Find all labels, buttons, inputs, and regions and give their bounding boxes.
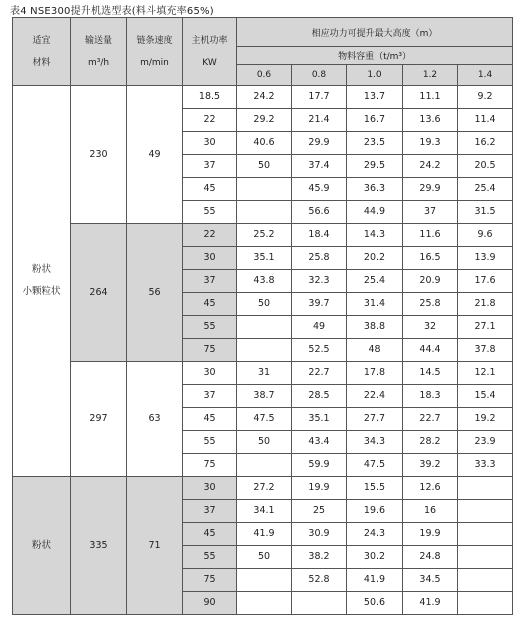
material-cell-1 (13, 86, 71, 477)
power-cell: 75 (183, 454, 237, 477)
power-cell: 18.5 (183, 86, 237, 109)
height-cell: 21.4 (292, 109, 347, 132)
height-cell: 19.9 (403, 523, 458, 546)
height-cell: 38.7 (237, 385, 292, 408)
height-cell: 34.1 (237, 500, 292, 523)
height-cell: 31 (237, 362, 292, 385)
height-cell: 41.9 (347, 569, 403, 592)
height-cell: 36.3 (347, 178, 403, 201)
height-cell: 47.5 (237, 408, 292, 431)
height-cell: 24.2 (403, 155, 458, 178)
height-cell: 52.5 (292, 339, 347, 362)
header-speed-label: 链条速度 (136, 35, 173, 46)
height-cell: 50 (237, 293, 292, 316)
height-cell: 25.4 (347, 270, 403, 293)
header-material-line1: 适宜 (32, 35, 51, 46)
height-cell: 25.8 (292, 247, 347, 270)
power-cell: 30 (183, 132, 237, 155)
speed-cell: 56 (127, 224, 183, 362)
height-cell: 37 (403, 201, 458, 224)
height-cell: 19.2 (458, 408, 513, 431)
table-row (13, 477, 513, 500)
height-cell: 15.4 (458, 385, 513, 408)
height-cell: 49 (292, 316, 347, 339)
height-cell (458, 546, 513, 569)
power-cell: 45 (183, 523, 237, 546)
power-cell: 45 (183, 408, 237, 431)
header-power-label: 主机功率 (191, 35, 228, 46)
height-cell: 48 (347, 339, 403, 362)
height-cell: 11.4 (458, 109, 513, 132)
header-density: 物料容重（t/m³） (237, 47, 513, 65)
height-cell: 20.9 (403, 270, 458, 293)
throughput-cell: 297 (71, 362, 127, 477)
height-cell: 31.5 (458, 201, 513, 224)
height-cell: 37.4 (292, 155, 347, 178)
power-cell: 37 (183, 270, 237, 293)
height-cell: 27.7 (347, 408, 403, 431)
height-cell: 45.9 (292, 178, 347, 201)
height-cell: 33.3 (458, 454, 513, 477)
height-cell: 34.5 (403, 569, 458, 592)
height-cell: 28.5 (292, 385, 347, 408)
height-cell: 22.4 (347, 385, 403, 408)
height-cell: 24.3 (347, 523, 403, 546)
height-cell: 25.8 (403, 293, 458, 316)
throughput-cell: 335 (71, 477, 127, 615)
height-cell: 28.2 (403, 431, 458, 454)
header-speed-unit: m/min (140, 57, 169, 68)
height-cell: 22.7 (403, 408, 458, 431)
height-cell: 43.8 (237, 270, 292, 293)
power-cell: 55 (183, 546, 237, 569)
height-cell: 50 (237, 546, 292, 569)
height-cell: 30.9 (292, 523, 347, 546)
height-cell: 44.4 (403, 339, 458, 362)
height-cell: 50.6 (347, 592, 403, 615)
height-cell (237, 569, 292, 592)
height-cell: 41.9 (237, 523, 292, 546)
density-value: 1.0 (347, 65, 403, 86)
density-value: 0.8 (292, 65, 347, 86)
height-cell: 17.6 (458, 270, 513, 293)
height-cell (458, 500, 513, 523)
height-cell: 23.5 (347, 132, 403, 155)
power-cell: 30 (183, 247, 237, 270)
height-cell: 29.2 (237, 109, 292, 132)
height-cell: 12.6 (403, 477, 458, 500)
height-cell: 16.5 (403, 247, 458, 270)
power-cell: 37 (183, 155, 237, 178)
throughput-cell: 230 (71, 86, 127, 224)
header-speed (127, 18, 183, 86)
power-cell: 55 (183, 316, 237, 339)
table-caption: 表4 NSE300提升机选型表(料斗填充率65%) (10, 6, 214, 17)
height-cell: 19.6 (347, 500, 403, 523)
header-throughput (71, 18, 127, 86)
height-cell: 21.8 (458, 293, 513, 316)
height-cell: 24.8 (403, 546, 458, 569)
height-cell: 14.5 (403, 362, 458, 385)
density-value: 1.2 (403, 65, 458, 86)
height-cell: 56.6 (292, 201, 347, 224)
height-cell: 11.1 (403, 86, 458, 109)
power-cell: 37 (183, 385, 237, 408)
header-power (183, 18, 237, 86)
height-cell: 25.4 (458, 178, 513, 201)
height-cell: 34.3 (347, 431, 403, 454)
density-value: 0.6 (237, 65, 292, 86)
height-cell (292, 592, 347, 615)
height-cell (458, 477, 513, 500)
material-cell-2: 粉状 (13, 477, 71, 615)
height-cell: 43.4 (292, 431, 347, 454)
height-cell: 25.2 (237, 224, 292, 247)
height-cell: 32 (403, 316, 458, 339)
height-cell: 13.6 (403, 109, 458, 132)
height-cell: 29.9 (292, 132, 347, 155)
height-cell: 44.9 (347, 201, 403, 224)
height-cell: 38.8 (347, 316, 403, 339)
height-cell: 9.6 (458, 224, 513, 247)
height-cell: 27.1 (458, 316, 513, 339)
height-cell: 20.5 (458, 155, 513, 178)
height-cell: 17.8 (347, 362, 403, 385)
height-cell: 18.4 (292, 224, 347, 247)
table-row (13, 86, 513, 109)
height-cell (237, 178, 292, 201)
power-cell: 30 (183, 362, 237, 385)
height-cell: 17.7 (292, 86, 347, 109)
height-cell: 18.3 (403, 385, 458, 408)
height-cell: 9.2 (458, 86, 513, 109)
height-cell: 39.2 (403, 454, 458, 477)
height-cell (458, 523, 513, 546)
power-cell: 22 (183, 224, 237, 247)
height-cell: 11.6 (403, 224, 458, 247)
height-cell: 35.1 (237, 247, 292, 270)
speed-cell: 63 (127, 362, 183, 477)
selection-table (12, 17, 513, 615)
height-cell: 38.2 (292, 546, 347, 569)
header-power-unit: KW (202, 57, 217, 68)
height-cell (237, 201, 292, 224)
power-cell: 55 (183, 201, 237, 224)
height-cell: 16.2 (458, 132, 513, 155)
height-cell (458, 592, 513, 615)
height-cell: 19.3 (403, 132, 458, 155)
height-cell (458, 569, 513, 592)
height-cell: 29.9 (403, 178, 458, 201)
power-cell: 30 (183, 477, 237, 500)
header-material (13, 18, 71, 86)
height-cell: 14.3 (347, 224, 403, 247)
height-cell: 13.7 (347, 86, 403, 109)
height-cell: 41.9 (403, 592, 458, 615)
height-cell: 31.4 (347, 293, 403, 316)
speed-cell: 71 (127, 477, 183, 615)
height-cell: 24.2 (237, 86, 292, 109)
height-cell: 40.6 (237, 132, 292, 155)
height-cell: 25 (292, 500, 347, 523)
table-row (13, 224, 513, 247)
height-cell: 37.8 (458, 339, 513, 362)
height-cell: 16.7 (347, 109, 403, 132)
height-cell: 27.2 (237, 477, 292, 500)
material-line: 粉状 (31, 264, 51, 275)
height-cell: 50 (237, 431, 292, 454)
height-cell: 12.1 (458, 362, 513, 385)
height-cell: 35.1 (292, 408, 347, 431)
height-cell: 30.2 (347, 546, 403, 569)
power-cell: 75 (183, 339, 237, 362)
height-cell: 47.5 (347, 454, 403, 477)
power-cell: 45 (183, 293, 237, 316)
throughput-cell: 264 (71, 224, 127, 362)
height-cell: 22.7 (292, 362, 347, 385)
power-cell: 55 (183, 431, 237, 454)
height-cell (237, 454, 292, 477)
header-material-line2: 材料 (32, 57, 51, 68)
height-cell: 16 (403, 500, 458, 523)
height-cell: 19.9 (292, 477, 347, 500)
power-cell: 90 (183, 592, 237, 615)
height-cell: 23.9 (458, 431, 513, 454)
height-cell: 13.9 (458, 247, 513, 270)
density-value: 1.4 (458, 65, 513, 86)
height-cell: 39.7 (292, 293, 347, 316)
header-throughput-unit: m³/h (87, 57, 110, 68)
height-cell: 32.3 (292, 270, 347, 293)
power-cell: 45 (183, 178, 237, 201)
height-cell: 52.8 (292, 569, 347, 592)
material-line: 小颗粒状 (22, 286, 61, 297)
height-cell (237, 592, 292, 615)
speed-cell: 49 (127, 86, 183, 224)
height-cell (237, 339, 292, 362)
power-cell: 37 (183, 500, 237, 523)
table-row (13, 362, 513, 385)
header-throughput-label: 输送量 (84, 35, 112, 46)
power-cell: 75 (183, 569, 237, 592)
height-cell: 59.9 (292, 454, 347, 477)
height-cell: 15.5 (347, 477, 403, 500)
height-cell (237, 316, 292, 339)
power-cell: 22 (183, 109, 237, 132)
header-max-height: 相应功力可提升最大高度（m） (237, 18, 513, 47)
height-cell: 50 (237, 155, 292, 178)
height-cell: 20.2 (347, 247, 403, 270)
height-cell: 29.5 (347, 155, 403, 178)
